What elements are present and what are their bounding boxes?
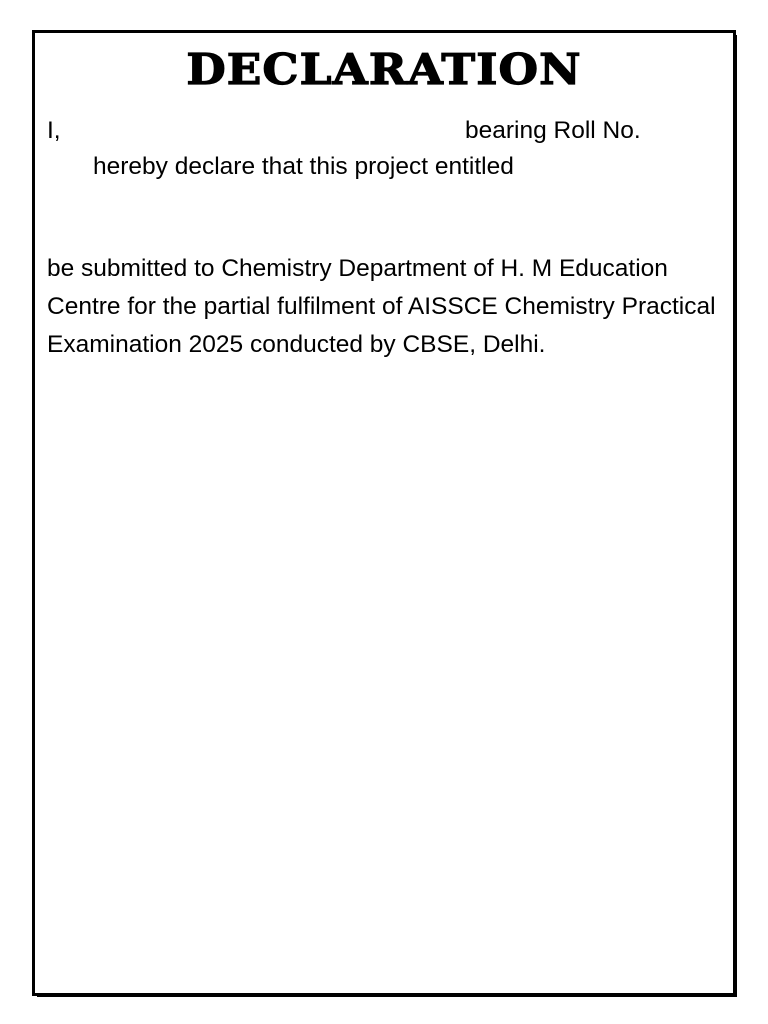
- declaration-statement: hereby declare that this project entitled: [93, 153, 514, 180]
- declarant-name-prefix: I,: [47, 117, 61, 144]
- roll-number-label: bearing Roll No.: [465, 117, 641, 144]
- page-title: DECLARATION: [186, 45, 582, 94]
- declaration-paragraph: be submitted to Chemistry Department of H. M Education Centre for the partial fulfilment of AISSCE Chemistry Practical Examination 2025 conducted by CBSE, Delhi.: [47, 255, 716, 358]
- page-border: [32, 30, 736, 996]
